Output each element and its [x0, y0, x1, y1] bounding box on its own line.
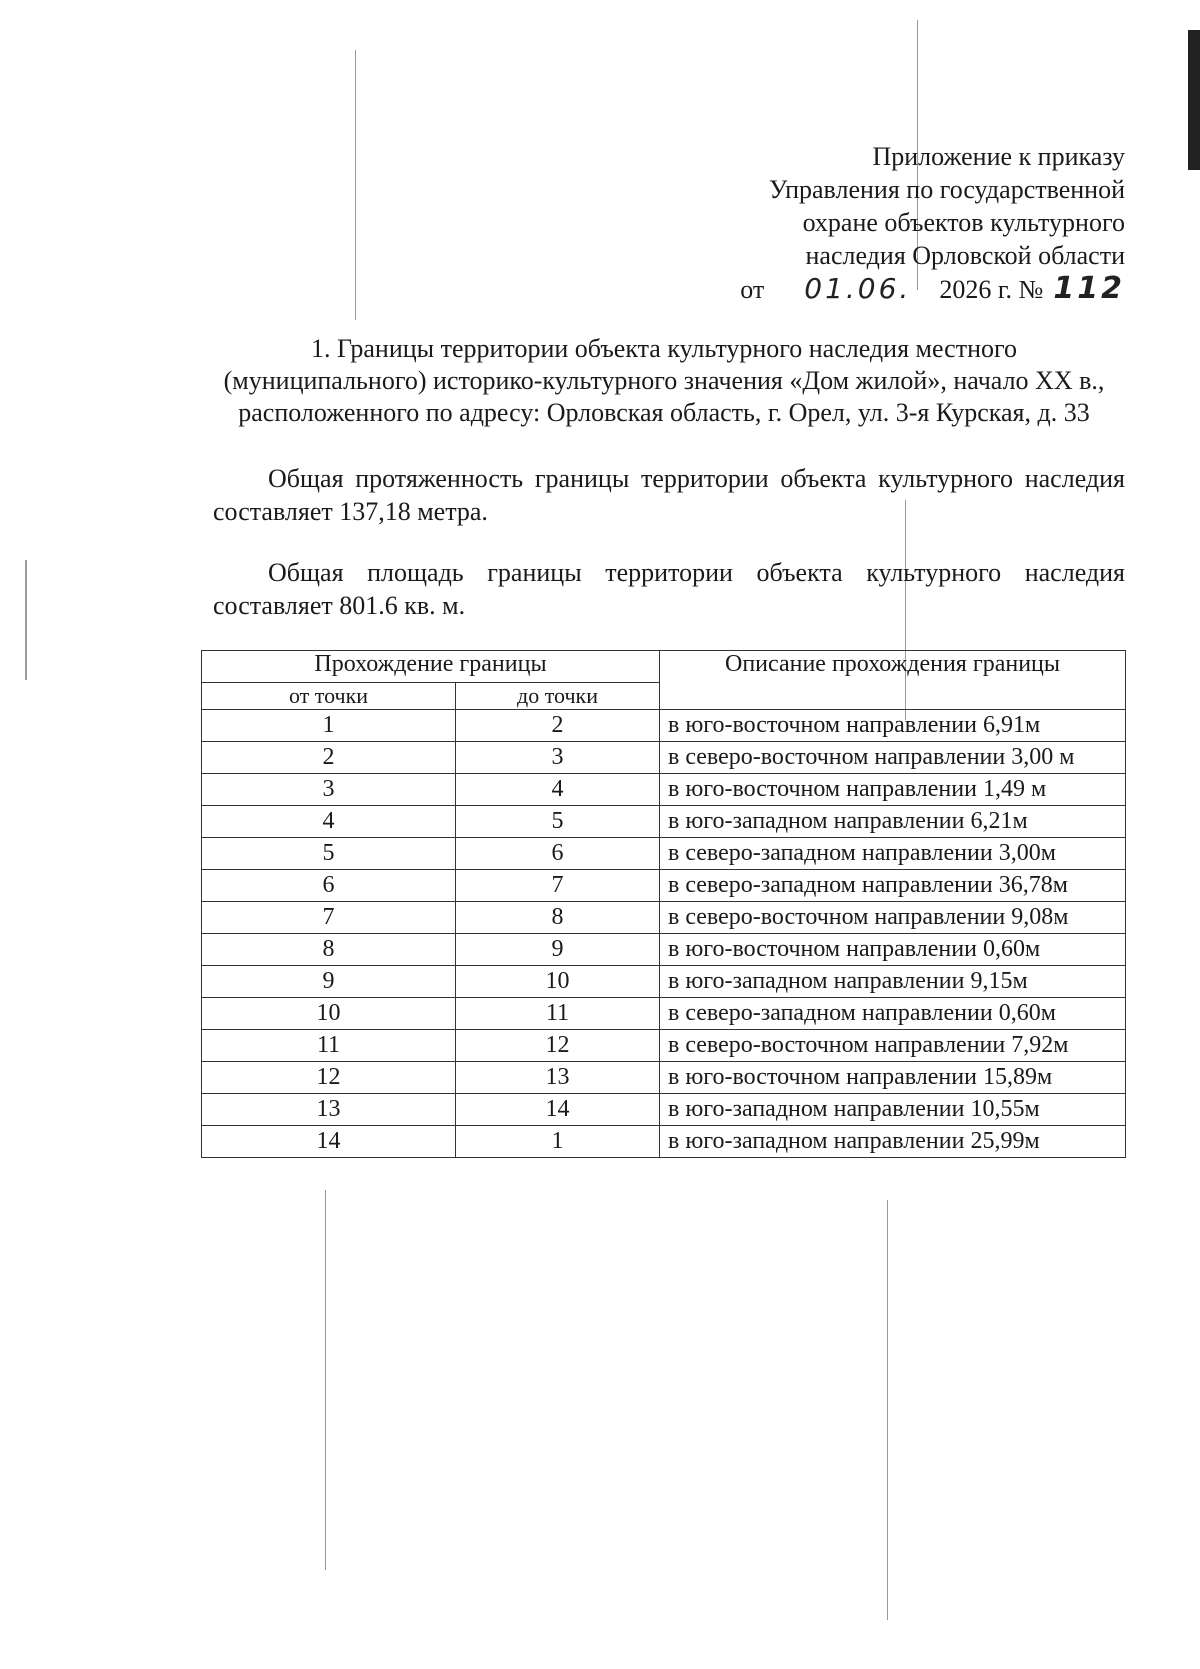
header-boundary-passage: Прохождение границы — [202, 651, 660, 683]
scan-artifact-line — [25, 560, 27, 680]
cell-from: 10 — [202, 998, 456, 1030]
cell-to: 13 — [456, 1062, 660, 1094]
cell-from: 6 — [202, 870, 456, 902]
cell-from: 4 — [202, 806, 456, 838]
boundary-area-text: Общая площадь границы территории объекта культурного наследия составляет 801.6 кв. м. — [213, 558, 1125, 620]
cell-description: в юго-восточном направлении 6,91м — [660, 710, 1126, 742]
cell-from: 12 — [202, 1062, 456, 1094]
cell-from: 5 — [202, 838, 456, 870]
boundary-length-text: Общая протяженность границы территории объекта культурного наследия составляет 137,18 метра. — [213, 464, 1125, 526]
title-line: (муниципального) историко-культурного значения «Дом жилой», начало XX в., — [223, 366, 1105, 395]
order-number-handwritten: 112 — [1053, 271, 1125, 306]
scan-artifact-line — [325, 1190, 326, 1570]
table-row — [202, 1062, 1126, 1094]
cell-description: в юго-восточном направлении 15,89м — [660, 1062, 1126, 1094]
table-row — [202, 966, 1126, 998]
appendix-header — [740, 140, 1125, 306]
header-line: Приложение к приказу — [872, 142, 1125, 171]
cell-to: 1 — [456, 1126, 660, 1158]
order-year: 2026 г. № — [939, 275, 1044, 304]
order-prefix: от — [740, 275, 765, 304]
table-row — [202, 870, 1126, 902]
cell-description: в северо-западном направлении 36,78м — [660, 870, 1126, 902]
cell-description: в юго-восточном направлении 0,60м — [660, 934, 1126, 966]
boundary-area-paragraph — [213, 556, 1125, 622]
cell-description: в северо-западном направлении 0,60м — [660, 998, 1126, 1030]
header-from-point: от точки — [202, 683, 456, 710]
table-row — [202, 838, 1126, 870]
scan-artifact-line — [355, 50, 356, 320]
table-row — [202, 902, 1126, 934]
cell-to: 12 — [456, 1030, 660, 1062]
cell-to: 8 — [456, 902, 660, 934]
document-title — [200, 333, 1128, 429]
cell-from: 11 — [202, 1030, 456, 1062]
cell-description: в юго-западном направлении 25,99м — [660, 1126, 1126, 1158]
cell-to: 4 — [456, 774, 660, 806]
scan-edge-mark — [1188, 30, 1200, 170]
table-row — [202, 1094, 1126, 1126]
title-line: 1. Границы территории объекта культурного наследия местного — [310, 334, 1018, 363]
cell-description: в северо-западном направлении 3,00м — [660, 838, 1126, 870]
cell-to: 11 — [456, 998, 660, 1030]
cell-to: 5 — [456, 806, 660, 838]
cell-from: 7 — [202, 902, 456, 934]
order-date-handwritten: 01.06. — [804, 272, 912, 305]
cell-to: 14 — [456, 1094, 660, 1126]
cell-to: 9 — [456, 934, 660, 966]
table-row — [202, 742, 1126, 774]
cell-from: 2 — [202, 742, 456, 774]
header-line: охране объектов культурного — [802, 208, 1125, 237]
title-line: расположенного по адресу: Орловская область, г. Орел, ул. 3-я Курская, д. 33 — [238, 398, 1090, 427]
cell-description: в северо-восточном направлении 7,92м — [660, 1030, 1126, 1062]
table-row — [202, 710, 1126, 742]
cell-description: в юго-западном направлении 6,21м — [660, 806, 1126, 838]
cell-description: в юго-западном направлении 10,55м — [660, 1094, 1126, 1126]
table-row — [202, 1030, 1126, 1062]
header-line: Управления по государственной — [768, 175, 1125, 204]
header-to-point: до точки — [456, 683, 660, 710]
cell-from: 3 — [202, 774, 456, 806]
boundary-table — [201, 650, 1126, 1158]
cell-to: 10 — [456, 966, 660, 998]
cell-from: 9 — [202, 966, 456, 998]
cell-from: 8 — [202, 934, 456, 966]
header-line: наследия Орловской области — [805, 241, 1125, 270]
cell-description: в северо-восточном направлении 9,08м — [660, 902, 1126, 934]
cell-description: в северо-восточном направлении 3,00 м — [660, 742, 1126, 774]
table-row — [202, 806, 1126, 838]
table-row — [202, 774, 1126, 806]
header-boundary-description: Описание прохождения границы — [660, 651, 1126, 710]
cell-to: 7 — [456, 870, 660, 902]
cell-description: в юго-западном направлении 9,15м — [660, 966, 1126, 998]
order-reference — [740, 272, 1125, 306]
boundary-length-paragraph — [213, 462, 1125, 528]
scan-artifact-line — [887, 1200, 888, 1620]
cell-from: 13 — [202, 1094, 456, 1126]
table-header-row — [202, 651, 1126, 683]
cell-from: 14 — [202, 1126, 456, 1158]
cell-to: 3 — [456, 742, 660, 774]
table-row — [202, 934, 1126, 966]
cell-from: 1 — [202, 710, 456, 742]
cell-to: 6 — [456, 838, 660, 870]
table-row — [202, 1126, 1126, 1158]
cell-description: в юго-восточном направлении 1,49 м — [660, 774, 1126, 806]
table-row — [202, 998, 1126, 1030]
cell-to: 2 — [456, 710, 660, 742]
